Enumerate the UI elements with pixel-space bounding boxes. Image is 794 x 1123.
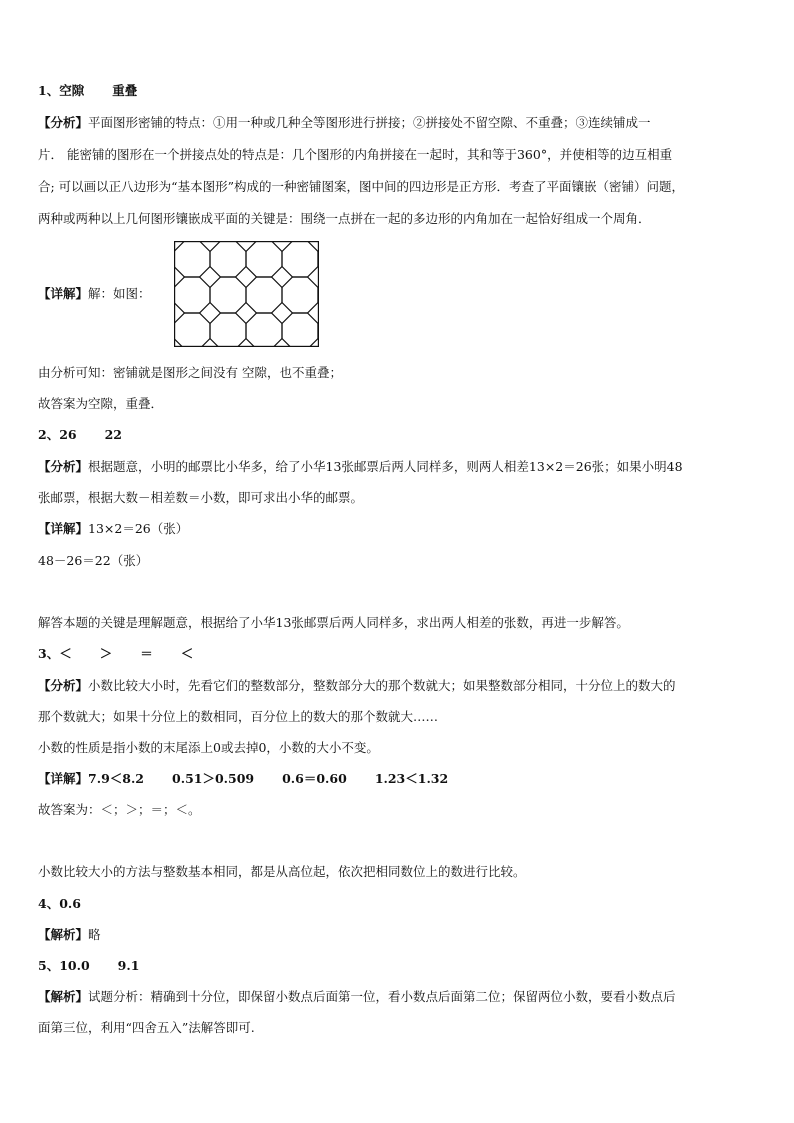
octagon-tile [174,241,210,277]
q3-answer-d: ＜ [180,646,194,661]
q2-detail-line2: 48－26＝22（张） [38,553,149,568]
q5-answer-line [38,957,139,975]
q1-answer-b: 重叠 [112,83,138,98]
q2-answer-b: 22 [104,427,123,442]
q1-answer-line [38,82,137,100]
octagon-tile [246,241,282,277]
q1-answer-a: 空隙 [59,83,85,98]
q1-analysis-line2: 片． 能密铺的图形在一个拼接点处的特点是：几个图形的内角拼接在一起时，其和等于360°，并使相等的边互相重 [38,147,673,162]
q1-number: 1、 [38,83,60,98]
q5-number: 5、 [38,958,60,973]
q3-analysis-line2: 那个数就大；如果十分位上的数相同，百分位上的数大的那个数就大…… [38,709,439,724]
q4-analysis-tag: 【解析】 [38,927,89,942]
octagon-tile [210,277,246,313]
octagon-square-tessellation [174,241,319,347]
q3-detail-d: 1.23＜1.32 [374,771,449,786]
q1-analysis-line4: 两种或两种以上几何图形镶嵌成平面的关键是：围绕一点拼在一起的多边形的内角加在一起恰好组成一个周角． [38,211,651,226]
octagon-tile [210,313,246,347]
q2-analysis-line1 [38,458,683,476]
q4-analysis-line [38,926,101,944]
q2-answer-line [38,426,122,444]
q3-analysis-text1: 小数比较大小时，先看它们的整数部分，整数部分大的那个数就大；如果整数部分相同，十分位上的数大的 [88,678,676,693]
q2-summary: 解答本题的关键是理解题意，根据给了小华13张邮票后两人同样多，求出两人相差的张数，再进一步解答。 [38,615,629,630]
q3-number: 3、 [38,646,60,661]
q1-final-answer: 故答案为空隙，重叠． [38,396,164,411]
q1-detail-text: 解：如图： [88,286,151,301]
q2-number: 2、 [38,427,60,442]
q1-conclusion: 由分析可知：密铺就是图形之间没有 空隙，也不重叠； [38,365,342,380]
q5-analysis-text1: 试题分析：精确到十分位，即保留小数点后面第一位，看小数点后面第二位；保留两位小数，要看小数点后 [88,989,676,1004]
q3-detail-a: 7.9＜8.2 [88,771,145,786]
q4-number: 4、 [38,896,60,911]
q3-answer-a: ＜ [59,646,72,661]
q1-analysis-line1 [38,114,651,132]
q3-analysis-tag: 【分析】 [38,678,89,693]
q2-detail-tag: 【详解】 [38,521,89,536]
q3-detail-b: 0.51＞0.509 [172,771,255,786]
octagon-tile [246,277,282,313]
q1-detail-line [38,285,151,303]
q2-detail-line1 [38,520,188,538]
octagon-tile [210,241,246,277]
octagon-tile [174,313,210,347]
q4-answer-line [38,895,81,913]
q4-answer-a: 0.6 [59,896,81,911]
octagon-tiling-figure [174,241,319,347]
q3-final-answer: 故答案为：＜；＞；＝；＜。 [38,802,201,817]
q2-detail-text1: 13×2＝26（张） [88,521,189,536]
q5-analysis-line2: 面第三位，利用“四舍五入”法解答即可. [38,1020,255,1035]
q1-analysis-tag: 【分析】 [38,115,89,130]
q1-detail-tag: 【详解】 [38,286,89,301]
q5-answer-b: 9.1 [117,958,140,973]
q2-analysis-tag: 【分析】 [38,459,89,474]
q1-analysis-line3: 合; 可以画以正八边形为“基本图形”构成的一种密铺图案，图中间的四边形是正方形．考查了平面镶嵌（密铺）问题， [38,179,684,194]
octagon-tile [282,313,318,347]
q2-analysis-text1: 根据题意，小明的邮票比小华多，给了小华13张邮票后两人同样多，则两人相差13×2＝26张；如果小明48 [88,459,683,474]
octagon-tile [174,277,210,313]
octagon-tile [246,313,282,347]
q3-summary: 小数比较大小的方法与整数基本相同，都是从高位起，依次把相同数位上的数进行比较。 [38,864,526,879]
q3-answer-c: ＝ [140,646,153,661]
q3-answer-line [38,645,193,663]
q4-analysis-text: 略 [88,927,101,942]
q1-analysis-text1: 平面图形密铺的特点：①用一种或几种全等图形进行拼接；②拼接处不留空隙、不重叠；③连续铺成一 [88,115,651,130]
q3-detail-c: 0.6＝0.60 [282,771,347,786]
q5-answer-a: 10.0 [59,958,90,973]
q3-property: 小数的性质是指小数的末尾添上0或去掉0，小数的大小不变。 [38,740,379,755]
q3-analysis-line1 [38,677,676,695]
octagon-tile [282,277,318,313]
q2-answer-a: 26 [59,427,77,442]
q5-analysis-line1 [38,988,676,1006]
q5-analysis-tag: 【解析】 [38,989,89,1004]
q3-detail-line [38,770,448,788]
q2-analysis-line2: 张邮票，根据大数－相差数＝小数，即可求出小华的邮票。 [38,490,364,505]
q3-detail-tag: 【详解】 [38,771,89,786]
q3-answer-b: ＞ [99,646,113,661]
octagon-tile [282,241,318,277]
